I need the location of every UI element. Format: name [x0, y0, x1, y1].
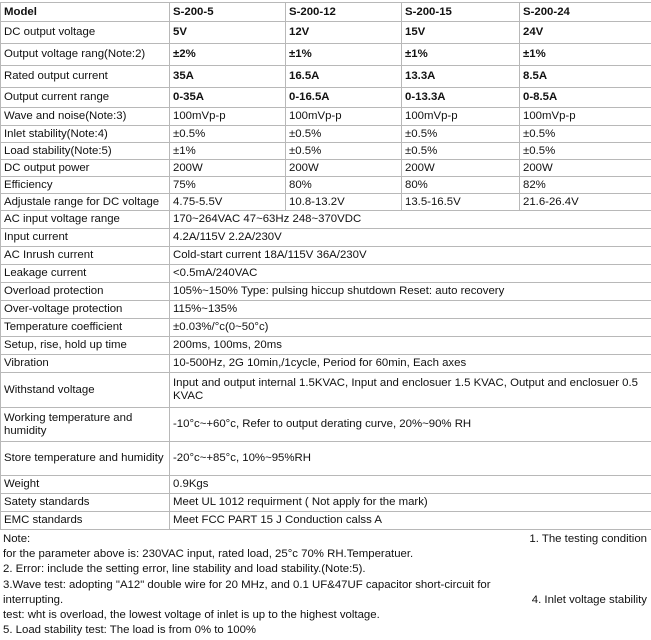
row-value: 100mVp-p	[170, 108, 286, 126]
table-row	[1, 476, 651, 494]
row-value: 200W	[286, 160, 402, 177]
table-row	[1, 408, 651, 442]
row-value: ±0.5%	[520, 143, 651, 160]
row-label: Setup, rise, hold up time	[1, 337, 170, 355]
table-row	[1, 247, 651, 265]
table-row	[1, 22, 651, 44]
note-text: interrupting.	[3, 593, 64, 606]
row-value: 15V	[402, 22, 520, 44]
row-value: ±0.5%	[286, 143, 402, 160]
row-value: -20°c~+85°c, 10%~95%RH	[170, 442, 651, 476]
row-label: Rated output current	[1, 66, 170, 88]
row-label: Output current range	[1, 88, 170, 108]
table-row	[1, 337, 651, 355]
row-value: ±0.5%	[286, 126, 402, 143]
row-value: Meet FCC PART 15 J Conduction calss A	[170, 512, 651, 530]
row-value: 82%	[520, 177, 651, 194]
table-row	[1, 301, 651, 319]
table-row	[1, 66, 651, 88]
row-value: 13.5-16.5V	[402, 194, 520, 211]
row-label: EMC standards	[1, 512, 170, 530]
row-value: 12V	[286, 22, 402, 44]
row-label: Efficiency	[1, 177, 170, 194]
row-label: Wave and noise(Note:3)	[1, 108, 170, 126]
row-label: AC input voltage range	[1, 211, 170, 229]
row-value: 24V	[520, 22, 651, 44]
spec-table	[0, 2, 651, 530]
table-row	[1, 211, 651, 229]
table-row	[1, 442, 651, 476]
table-row	[1, 177, 651, 194]
table-row	[1, 355, 651, 373]
row-value: 170~264VAC 47~63Hz 248~370VDC	[170, 211, 651, 229]
row-value: ±1%	[520, 44, 651, 66]
row-value: 4.75-5.5V	[170, 194, 286, 211]
row-value: 200W	[170, 160, 286, 177]
row-value: Input and output internal 1.5KVAC, Input and enclosuer 1.5 KVAC, Output and enclosuer 0.5 KVAC	[170, 373, 651, 408]
row-label: Leakage current	[1, 265, 170, 283]
note-heading: Note:	[3, 533, 31, 545]
row-value: ±0.5%	[170, 126, 286, 143]
note-line: for the parameter above is: 230VAC input, rated load, 25°c 70% RH.Temperatuer.	[3, 548, 414, 561]
row-label: AC Inrush current	[1, 247, 170, 265]
row-value: 10-500Hz, 2G 10min,/1cycle, Period for 60min, Each axes	[170, 355, 651, 373]
row-value: 0.9Kgs	[170, 476, 651, 494]
row-label: Satety standards	[1, 494, 170, 512]
table-row	[1, 512, 651, 530]
row-label: Over-voltage protection	[1, 301, 170, 319]
table-row	[1, 283, 651, 301]
note-line: 2. Error: include the setting error, line stability and load stability.(Note:5).	[3, 563, 366, 576]
row-value: 115%~135%	[170, 301, 651, 319]
row-value: Meet UL 1012 requirment ( Not apply for the mark)	[170, 494, 651, 512]
row-value: 21.6-26.4V	[520, 194, 651, 211]
row-value: 5V	[170, 22, 286, 44]
row-label: Working temperature and humidity	[1, 408, 170, 442]
row-label: Input current	[1, 229, 170, 247]
header-cell: S-200-12	[286, 3, 402, 22]
row-label: DC output power	[1, 160, 170, 177]
table-row	[1, 143, 651, 160]
row-value: ±0.5%	[520, 126, 651, 143]
row-value: 4.2A/115V 2.2A/230V	[170, 229, 651, 247]
header-cell: Model	[1, 3, 170, 22]
row-value: 200W	[520, 160, 651, 177]
row-value: 200ms, 100ms, 20ms	[170, 337, 651, 355]
row-value: 100mVp-p	[286, 108, 402, 126]
row-value: Cold-start current 18A/115V 36A/230V	[170, 247, 651, 265]
row-value: 0-13.3A	[402, 88, 520, 108]
row-value: 80%	[286, 177, 402, 194]
table-row	[1, 44, 651, 66]
row-value: 16.5A	[286, 66, 402, 88]
row-value: 35A	[170, 66, 286, 88]
header-cell: S-200-5	[170, 3, 286, 22]
row-label: Store temperature and humidity	[1, 442, 170, 476]
table-row	[1, 108, 651, 126]
row-label: Output voltage rang(Note:2)	[1, 44, 170, 66]
note-line	[3, 593, 647, 608]
row-label: Vibration	[1, 355, 170, 373]
table-row	[1, 160, 651, 177]
row-value: ±1%	[402, 44, 520, 66]
row-value: 10.8-13.2V	[286, 194, 402, 211]
row-value: 0-16.5A	[286, 88, 402, 108]
table-row	[1, 229, 651, 247]
row-value: 100mVp-p	[520, 108, 651, 126]
row-label: Adjustale range for DC voltage	[1, 194, 170, 211]
header-cell: S-200-24	[520, 3, 651, 22]
row-label: Temperature coefficient	[1, 319, 170, 337]
row-value: ±1%	[170, 143, 286, 160]
note-item-4-start: 4. Inlet voltage stability	[531, 593, 647, 606]
row-value: 0-8.5A	[520, 88, 651, 108]
row-value: 105%~150% Type: pulsing hiccup shutdown Reset: auto recovery	[170, 283, 651, 301]
table-row	[1, 194, 651, 211]
row-label: Inlet stability(Note:4)	[1, 126, 170, 143]
row-value: 80%	[402, 177, 520, 194]
row-value: ±1%	[286, 44, 402, 66]
table-row	[1, 319, 651, 337]
row-value: 100mVp-p	[402, 108, 520, 126]
row-label: Weight	[1, 476, 170, 494]
row-value: 200W	[402, 160, 520, 177]
row-label: Withstand voltage	[1, 373, 170, 408]
note-line: test: wht is overload, the lowest voltage of inlet is up to the highest voltage.	[3, 608, 380, 621]
row-value: ±0.5%	[402, 143, 520, 160]
note-line	[3, 532, 647, 547]
note-item-1-start: 1. The testing condition	[529, 533, 647, 545]
row-value: 8.5A	[520, 66, 651, 88]
row-label: Load stability(Note:5)	[1, 143, 170, 160]
notes-block	[3, 532, 647, 638]
table-row	[1, 494, 651, 512]
row-value: ±0.03%/°c(0~50°c)	[170, 319, 651, 337]
row-value: <0.5mA/240VAC	[170, 265, 651, 283]
table-row	[1, 126, 651, 143]
row-label: DC output voltage	[1, 22, 170, 44]
table-header-row	[1, 3, 651, 22]
row-value: 13.3A	[402, 66, 520, 88]
table-row	[1, 88, 651, 108]
row-value: ±2%	[170, 44, 286, 66]
table-row	[1, 265, 651, 283]
note-line: 5. Load stability test: The load is from 0% to 100%	[3, 624, 257, 637]
row-label: Overload protection	[1, 283, 170, 301]
row-value: -10°c~+60°c, Refer to output derating curve, 20%~90% RH	[170, 408, 651, 442]
note-line: 3.Wave test: adopting "A12" double wire for 20 MHz, and 0.1 UF&47UF capacitor short-circuit for	[3, 578, 491, 591]
row-value: 75%	[170, 177, 286, 194]
row-value: ±0.5%	[402, 126, 520, 143]
header-cell: S-200-15	[402, 3, 520, 22]
row-value: 0-35A	[170, 88, 286, 108]
table-row	[1, 373, 651, 408]
